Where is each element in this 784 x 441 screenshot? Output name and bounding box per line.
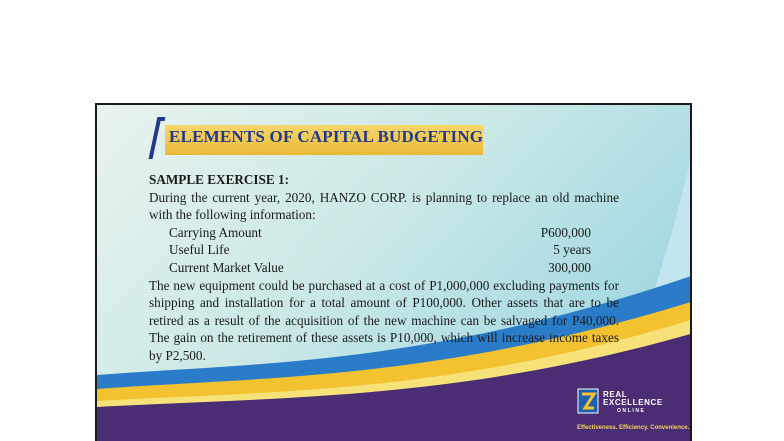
slide-content <box>149 171 619 365</box>
slide-title: ELEMENTS OF CAPITAL BUDGETING <box>169 127 484 146</box>
logo-text <box>603 391 663 415</box>
info-label: Useful Life <box>169 242 230 258</box>
logo-tagline: Effectiveness. Efficiency. Convenience. <box>577 425 690 431</box>
info-value: P600,000 <box>540 224 591 240</box>
logo-line-2: EXCELLENCE <box>603 398 663 407</box>
logo-mark-icon <box>577 388 599 414</box>
intro-paragraph: During the current year, 2020, HANZO CORP. is planning to replace an old machine with the following information: <box>149 189 619 223</box>
info-row <box>149 224 619 242</box>
body-paragraph: The new equipment could be purchased at a cost of P1,000,000 excluding payments for shipping and installation for a total amount of P100,000. Other assets that are to be retired as a result of the acquisition of the new machine can be salvaged for P40,000. The gain on the retirement of these assets is P10,000, which will increase income taxes by P2,500. <box>149 277 619 363</box>
info-value: 5 years <box>553 242 591 258</box>
logo-line-3: ONLINE <box>617 408 646 414</box>
info-row <box>149 241 619 259</box>
exercise-heading: SAMPLE EXERCISE 1: <box>149 172 289 187</box>
slide <box>95 103 692 441</box>
logo-line-1: REAL <box>603 390 628 399</box>
info-value: 300,000 <box>548 259 591 275</box>
info-row <box>149 259 619 277</box>
info-label: Carrying Amount <box>169 224 262 240</box>
real-excellence-logo <box>577 388 690 438</box>
info-label: Current Market Value <box>169 259 284 275</box>
